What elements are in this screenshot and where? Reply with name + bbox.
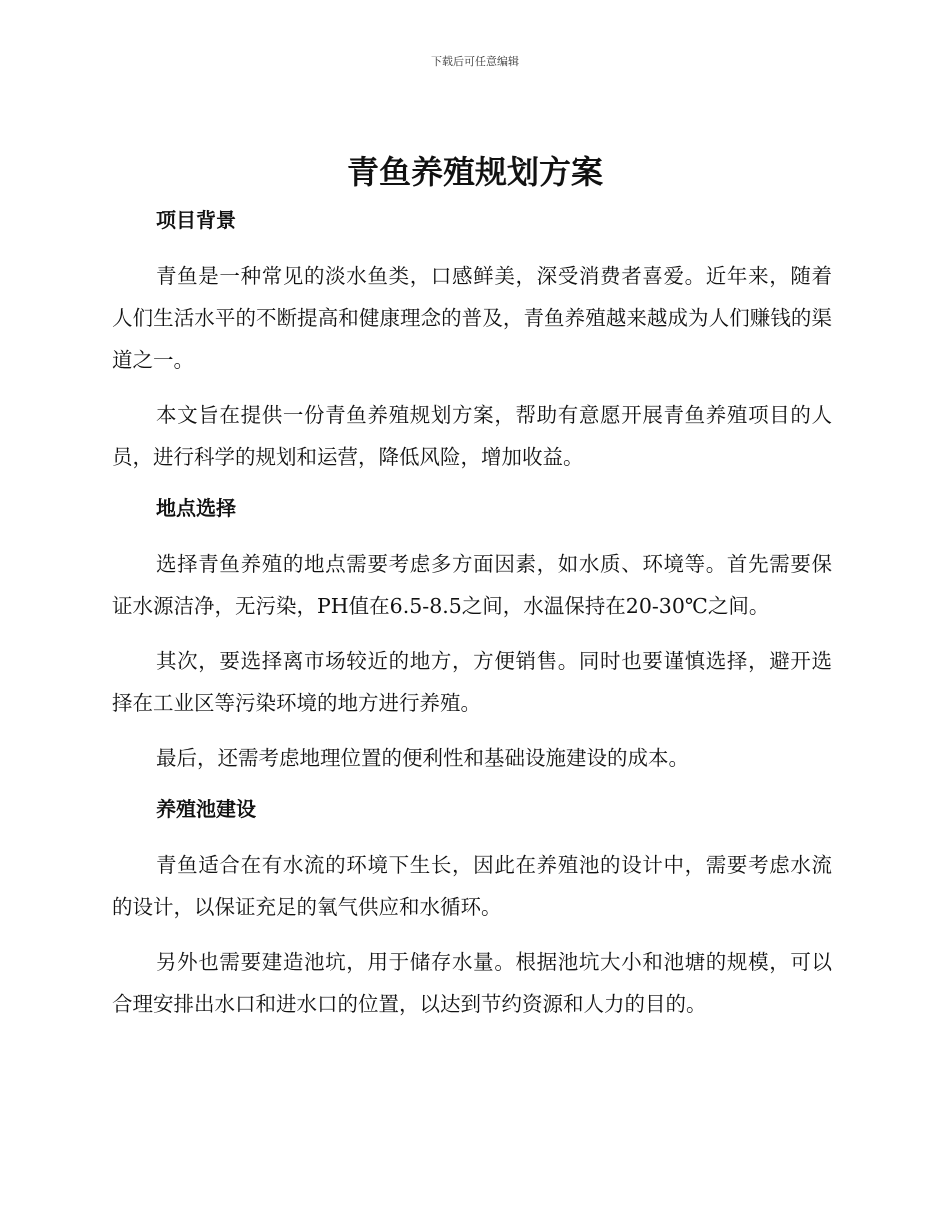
page-header-note: 下载后可任意编辑 (431, 55, 519, 68)
document-body (112, 203, 832, 1038)
section-pond-construction (112, 792, 832, 1025)
paragraph: 青鱼适合在有水流的环境下生长，因此在养殖池的设计中，需要考虑水流的设计，以保证充足的氧气供应和水循环。 (112, 853, 832, 919)
paragraph: 另外也需要建造池坑，用于储存水量。根据池坑大小和池塘的规模，可以合理安排出水口和进水口的位置，以达到节约资源和人力的目的。 (112, 950, 832, 1016)
paragraph: 选择青鱼养殖的地点需要考虑多方面因素，如水质、环境等。首先需要保证水源洁净，无污染，PH值在6.5-8.5之间，水温保持在20-30℃之间。 (112, 552, 832, 618)
section-heading: 养殖池建设 (156, 797, 256, 821)
paragraph: 其次，要选择离市场较近的地方，方便销售。同时也要谨慎选择，避开选择在工业区等污染环境的地方进行养殖。 (112, 649, 832, 715)
paragraph: 本文旨在提供一份青鱼养殖规划方案，帮助有意愿开展青鱼养殖项目的人员，进行科学的规划和运营，降低风险，增加收益。 (112, 403, 832, 469)
section-heading: 项目背景 (156, 208, 236, 232)
paragraph: 青鱼是一种常见的淡水鱼类，口感鲜美，深受消费者喜爱。近年来，随着人们生活水平的不断提高和健康理念的普及，青鱼养殖越来越成为人们赚钱的渠道之一。 (112, 264, 832, 372)
paragraph: 最后，还需考虑地理位置的便利性和基础设施建设的成本。 (156, 746, 689, 770)
document-title: 青鱼养殖规划方案 (346, 153, 603, 191)
section-project-background (112, 203, 832, 478)
section-site-selection (112, 491, 832, 779)
section-heading: 地点选择 (156, 496, 236, 520)
